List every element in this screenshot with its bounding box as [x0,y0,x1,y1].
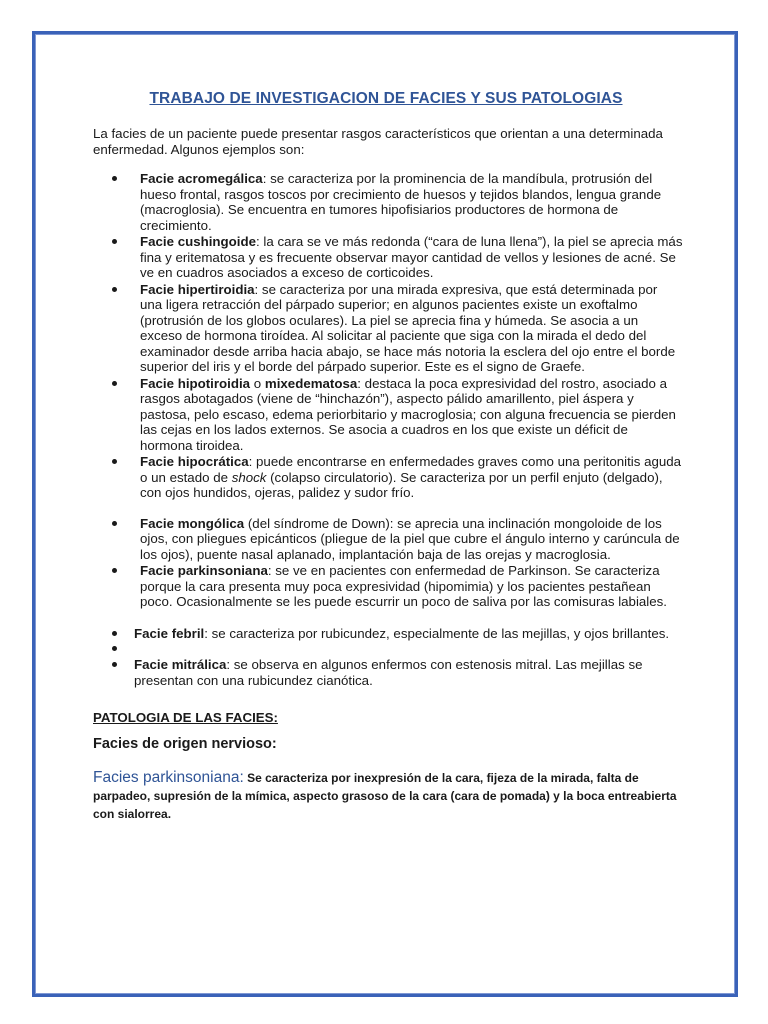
list-item [134,626,683,642]
list-item [140,171,683,233]
intro-paragraph: La facies de un paciente puede presentar rasgos característicos que orientan a una determinada enfermedad. Algunos ejemplos son: [93,126,663,157]
list-item [140,563,683,610]
final-text: Se caracteriza por inexpresión de la cara, fijeza de la mirada, falta de parpadeo, supresión de la mímica, aspecto grasoso de la cara (cara de pomada) y la boca entreabierta con sialorrea. [93,771,677,821]
item-text-pre: : puede encontrarse en enfermedades graves como una peritonitis aguda o un estado de [140,454,682,485]
item-term: Facie parkinsoniana [140,563,268,578]
bullet-icon [112,646,117,651]
item-term: Facie cushingoide [140,234,257,249]
item-term-secondary: mixedematosa [264,375,358,391]
bullet-icon [112,459,117,464]
item-text: : se caracteriza por una mirada expresiva, que está determinada por una ligera retracción del párpado superior; en algunos pacientes existe un exoftalmo (protrusión de los globos oculares). La piel se aprecia fina y húmeda. Se asocia a un exceso de hormona tiroídea. Al solicitar al paciente que siga con la mirada el dedo del examinador desde arriba hacia abajo, se hace más notoria la esclera del ojo entre el borde superior del iris y el borde del párpado superior. Este es el signo de Graefe. [140,281,676,374]
item-term: Facie hipotiroidia [140,375,251,391]
item-text: : se caracteriza por la prominencia de la mandíbula, protrusión del hueso frontal, rasgos toscos por crecimiento de huesos y tejidos blandos, lengua grande (macroglosia). Se encuentra en tumores hipofisiarios productores de hormona de crecimiento. [140,171,662,233]
item-term: Facie mitrálica [134,657,227,672]
item-text: (del síndrome de Down): se aprecia una inclinación mongoloide de los ojos, con pliegues epicánticos (pliegue de la piel que cubre el ángulo interno y carúncula de los ojos), puente nasal aplanado, implantación baja de las orejas y macroglosia. [140,515,680,562]
bullet-icon [112,662,117,667]
section-heading: PATOLOGIA DE LAS FACIES: [93,710,278,725]
item-term: Facie febril [134,625,205,641]
item-term: Facie acromegálica [140,171,263,186]
list-item [134,657,683,688]
item-term: Facie hipocrática [140,454,249,469]
bullet-icon [112,521,117,526]
final-paragraph [93,769,683,823]
list-item [140,376,683,454]
document-content [93,90,683,835]
list-item [140,516,683,563]
subsection-heading: Facies de origen nervioso: [93,736,277,752]
item-connector: o [250,375,265,391]
item-text: : se ve en pacientes con enfermedad de Parkinson. Se caracteriza porque la cara presenta muy poca expresividad (hipomimia) y los pacientes pestañean poco. Ocasionalmente se les puede escurrir un poco de saliva por las comisuras labiales. [140,563,667,609]
item-text: : se observa en algunos enfermos con estenosis mitral. Las mejillas se presentan con una rubicundez cianótica. [134,657,643,688]
list-item [140,282,683,375]
item-term: Facie hipertiroidia [140,281,255,297]
bullet-icon [112,631,117,636]
final-lead: Facies parkinsoniana: [93,769,244,786]
item-term: Facie mongólica [140,515,245,531]
facies-list-secondary [134,626,683,689]
list-item [140,234,683,281]
item-text: : destaca la poca expresividad del rostro, asociado a rasgos abotagados (viene de “hinchazón”), aspecto pálido amarillento, piel áspera y pastosa, pelo escaso, edema periorbitario y macroglosia; con alguna frecuencia se pierden las cejas en los lados externos. Se asocia a cuadros en los que existe un déficit de hormona tiroidea. [140,375,676,453]
bullet-icon [112,287,117,292]
bullet-icon [112,239,117,244]
document-title: TRABAJO DE INVESTIGACION DE FACIES Y SUS PATOLOGIAS [149,90,623,107]
list-item [140,454,683,501]
item-italic: shock [231,469,267,485]
bullet-icon [112,381,117,386]
bullet-icon [112,568,117,573]
empty-list-item [134,641,683,657]
item-text: (colapso circulatorio). Se caracteriza por un perfil enjuto (delgado), con ojos hundidos, ojeras, palidez y sudor frío. [140,469,663,500]
item-text: : la cara se ve más redonda (“cara de luna llena”), la piel se aprecia más fina y eritematosa y es frecuente observar mayor cantidad de vellos y lesiones de acné. Se ve en cuadros asociados a exceso de corticoides. [140,234,683,280]
facies-list [140,171,683,610]
bullet-icon [112,176,117,181]
item-text: : se caracteriza por rubicundez, especialmente de las mejillas, y ojos brillantes. [204,625,670,641]
